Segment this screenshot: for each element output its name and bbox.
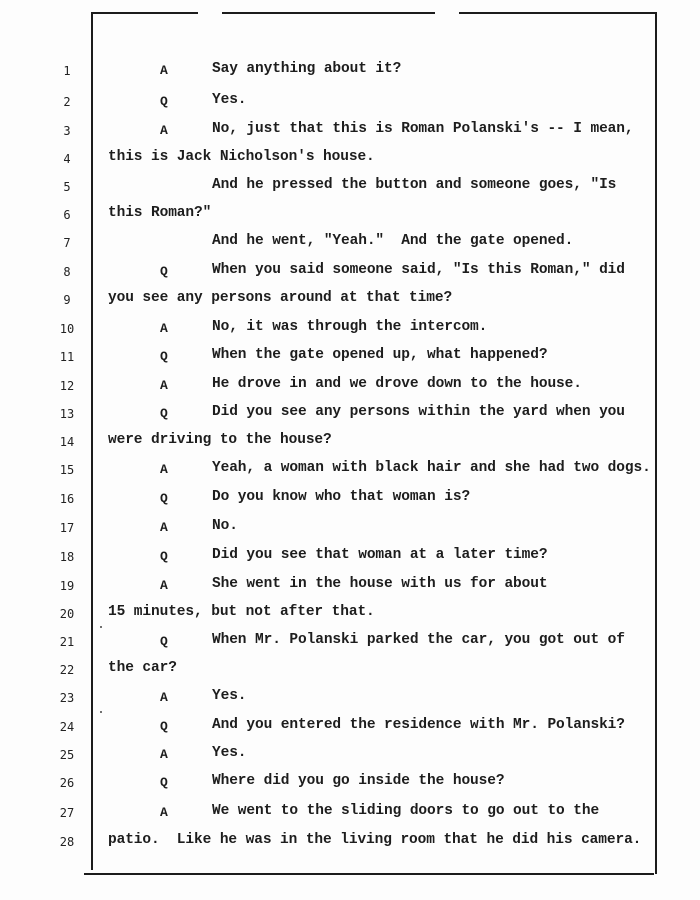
- line-number: 19: [59, 579, 75, 593]
- question-marker: Q: [160, 719, 168, 734]
- transcript-line-text: Yes.: [212, 745, 247, 761]
- question-marker: Q: [160, 94, 168, 109]
- line-number: 3: [63, 124, 71, 138]
- question-marker: Q: [160, 349, 168, 364]
- line-number: 24: [59, 720, 75, 734]
- question-marker: Q: [160, 406, 168, 421]
- line-number: 22: [59, 663, 75, 677]
- transcript-line-text: No, it was through the intercom.: [212, 319, 488, 335]
- answer-marker: A: [160, 63, 168, 78]
- line-number: 20: [59, 607, 75, 621]
- transcript-line-text: you see any persons around at that time?: [108, 290, 453, 306]
- line-number: 6: [63, 208, 71, 222]
- transcript-line-text: this Roman?": [108, 205, 212, 221]
- transcript-line-text: Yes.: [212, 92, 247, 108]
- transcript-line-text: Did you see any persons within the yard when you: [212, 404, 625, 420]
- line-number: 4: [63, 152, 71, 166]
- line-number: 11: [59, 350, 75, 364]
- line-number: 17: [59, 521, 75, 535]
- line-number: 26: [59, 776, 75, 790]
- question-marker: Q: [160, 549, 168, 564]
- line-number: 2: [63, 95, 71, 109]
- top-rule-segment: [459, 12, 655, 14]
- answer-marker: A: [160, 321, 168, 336]
- answer-marker: A: [160, 805, 168, 820]
- transcript-line-text: She went in the house with us for about: [212, 576, 548, 592]
- transcript-line-text: 15 minutes, but not after that.: [108, 604, 375, 620]
- line-number: 5: [63, 180, 71, 194]
- right-margin-rule: [655, 12, 657, 874]
- top-rule-segment: [222, 12, 435, 14]
- question-marker: Q: [160, 264, 168, 279]
- scan-speck: [100, 711, 102, 713]
- bottom-rule: [84, 873, 654, 875]
- line-number: 21: [59, 635, 75, 649]
- transcript-line-text: were driving to the house?: [108, 432, 332, 448]
- question-marker: Q: [160, 634, 168, 649]
- left-margin-rule: [91, 12, 93, 870]
- top-rule-segment: [93, 12, 198, 14]
- answer-marker: A: [160, 123, 168, 138]
- transcript-line-text: Yeah, a woman with black hair and she had two dogs.: [212, 460, 651, 476]
- transcript-line-text: And you entered the residence with Mr. Polanski?: [212, 717, 625, 733]
- answer-marker: A: [160, 378, 168, 393]
- line-number: 18: [59, 550, 75, 564]
- transcript-line-text: No, just that this is Roman Polanski's -- I mean,: [212, 121, 634, 137]
- question-marker: Q: [160, 775, 168, 790]
- line-number: 9: [63, 293, 71, 307]
- transcript-line-text: this is Jack Nicholson's house.: [108, 149, 375, 165]
- transcript-line-text: the car?: [108, 660, 177, 676]
- line-number: 25: [59, 748, 75, 762]
- transcript-line-text: And he pressed the button and someone goes, "Is: [212, 177, 617, 193]
- answer-marker: A: [160, 462, 168, 477]
- transcript-line-text: Do you know who that woman is?: [212, 489, 471, 505]
- transcript-line-text: patio. Like he was in the living room that he did his camera.: [108, 832, 642, 848]
- transcript-line-text: Where did you go inside the house?: [212, 773, 505, 789]
- line-number: 1: [63, 64, 71, 78]
- answer-marker: A: [160, 747, 168, 762]
- line-number: 14: [59, 435, 75, 449]
- transcript-line-text: Did you see that woman at a later time?: [212, 547, 548, 563]
- answer-marker: A: [160, 520, 168, 535]
- question-marker: Q: [160, 491, 168, 506]
- transcript-line-text: He drove in and we drove down to the house.: [212, 376, 582, 392]
- line-number: 15: [59, 463, 75, 477]
- line-number: 10: [59, 322, 75, 336]
- answer-marker: A: [160, 578, 168, 593]
- transcript-line-text: When you said someone said, "Is this Roman," did: [212, 262, 625, 278]
- transcript-line-text: When the gate opened up, what happened?: [212, 347, 548, 363]
- line-number: 23: [59, 691, 75, 705]
- transcript-line-text: We went to the sliding doors to go out to the: [212, 803, 600, 819]
- transcript-line-text: No.: [212, 518, 238, 534]
- transcript-line-text: Yes.: [212, 688, 247, 704]
- line-number: 27: [59, 806, 75, 820]
- transcript-line-text: Say anything about it?: [212, 61, 402, 77]
- line-number: 13: [59, 407, 75, 421]
- line-number: 7: [63, 236, 71, 250]
- line-number: 12: [59, 379, 75, 393]
- answer-marker: A: [160, 690, 168, 705]
- transcript-line-text: When Mr. Polanski parked the car, you got out of: [212, 632, 625, 648]
- transcript-line-text: And he went, "Yeah." And the gate opened.: [212, 233, 574, 249]
- scan-speck: [100, 626, 102, 628]
- line-number: 28: [59, 835, 75, 849]
- line-number: 8: [63, 265, 71, 279]
- line-number: 16: [59, 492, 75, 506]
